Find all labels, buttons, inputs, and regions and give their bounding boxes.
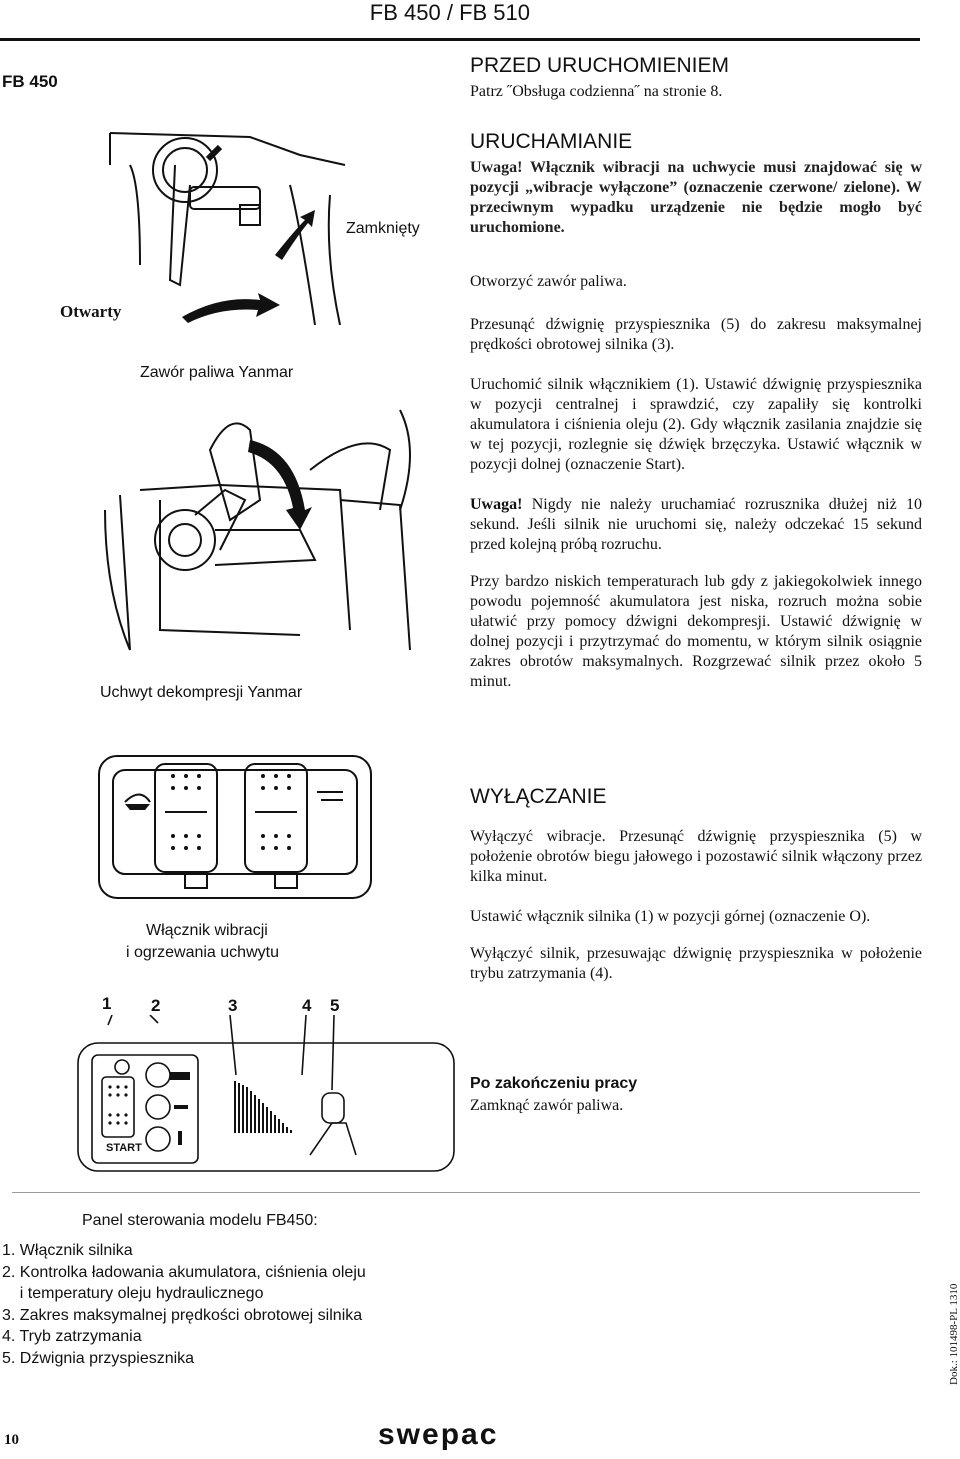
note-text: Nigdy nie należy uruchamiać rozrusznika dłużej niż 10 sekund. Jeśli silnik nie uruchomi się, należy odczekać 15 sekund przed kolejną próbą rozruchu. [470,496,922,553]
paragraph: Przesunąć dźwignię przyspiesznika (5) do zakresu maksymalnej prędkości obrotowej silnika (3). [470,316,922,353]
paragraph: Zamknąć zawór paliwa. [470,1097,624,1114]
brand-logo: swepac [378,1418,499,1451]
paragraph: Otworzyć zawór paliwa. [470,273,627,290]
section-starting [470,130,922,692]
switch-caption-line2: i ogrzewania uchwytu [126,944,279,961]
paragraph: Ustawić włącznik silnika (1) w pozycji górnej (oznaczenie O). [470,908,871,925]
legend-item: 5. Dźwignia przyspiesznika [2,1349,195,1367]
section-title: WYŁĄCZANIE [470,785,607,808]
legend-item: i temperatury oleju hydraulicznego [2,1285,264,1302]
note-bold: Uwaga! [470,496,523,513]
legend-divider [12,1192,920,1193]
fuel-valve-illustration [100,125,350,325]
decompression-handle-illustration [100,390,450,660]
legend-title: Panel sterowania modelu FB450: [82,1212,318,1229]
paragraph: Wyłączyć silnik, przesuwając dźwignię przyspiesznika w położenie trybu zatrzymania (4). [470,945,922,982]
vibration-switch-illustration [95,752,375,902]
warning-paragraph: Uwaga! Włącznik wibracji na uchwycie musi znajdować się w pozycji „wibracje wyłączone” (oznaczenie czerwone/ zielone). W przeciwnym wypadku urządzenie nie będzie mogło być uruchomione. [470,159,922,236]
legend-item: 3. Zakres maksymalnej prędkości obrotowej silnika [2,1306,363,1324]
section-stopping [470,785,922,984]
switch-caption-line1: Włącznik wibracji [146,922,268,939]
paragraph: Uruchomić silnik włącznikiem (1). Ustawić dźwignię przyspiesznika w pozycji centralnej i sprawdzić, czy zapaliły się kontrolki akumulatora i ciśnienia oleju (2). Gdy włącznik zasilania znajdzie się w tej pozycji, rozlegnie się dźwięk brzęczyka. Ustawić włącznik w pozycji dolnej (oznaczenie Start). [470,376,922,473]
panel-number-1: 1 [102,994,112,1013]
page-number: 10 [4,1432,19,1448]
section-before-start [470,54,922,102]
paragraph: Wyłączyć wibracje. Przesunąć dźwignię przyspiesznika (5) w położenie obrotów biegu jałowego i pozostawić silnik włączony przez kilka minut. [470,828,922,885]
valve-caption: Zawór paliwa Yanmar [140,364,294,381]
panel-number-3: 3 [228,996,238,1015]
note-paragraph [470,495,922,555]
control-panel-illustration [70,1015,460,1180]
document-id: Dok.: 101498-PL 1310 [948,1283,960,1385]
section-title: Po zakończeniu pracy [470,1075,638,1092]
legend-item: 2. Kontrolka ładowania akumulatora, ciśnienia oleju [2,1263,366,1281]
legend-item: 1. Włącznik silnika [2,1242,133,1259]
panel-number-2: 2 [151,996,161,1015]
section-title: PRZED URUCHOMIENIEM [470,54,730,77]
header-divider [0,38,920,41]
model-label: FB 450 [2,72,58,91]
legend-list [2,1240,366,1369]
valve-closed-label: Zamknięty [346,220,420,237]
paragraph: Przy bardzo niskich temperaturach lub gdy z jakiegokolwiek innego powodu pojemność akumulatora jest niska, rozruch można sobie ułatwić przy pomocy dźwigni dekompresji. Ustawić dźwignię w dolnej pozycji i przytrzymać do momentu, w którym silnik osiągnie zakres obrotów maksymalnych. Rozgrzewać silnik przez około 5 minut. [470,573,922,690]
panel-number-4: 4 [302,996,312,1015]
paragraph: Patrz ˝Obsługa codzienna˝ na stronie 8. [470,83,723,100]
panel-number-5: 5 [330,996,340,1015]
section-title: URUCHAMIANIE [470,130,633,153]
panel-start-label: START [106,1142,142,1154]
page-header-title: FB 450 / FB 510 [369,0,530,25]
decompression-caption: Uchwyt dekompresji Yanmar [100,684,303,701]
section-after-work [470,1075,922,1116]
legend-item: 4. Tryb zatrzymania [2,1328,142,1345]
valve-open-label: Otwarty [60,302,122,321]
